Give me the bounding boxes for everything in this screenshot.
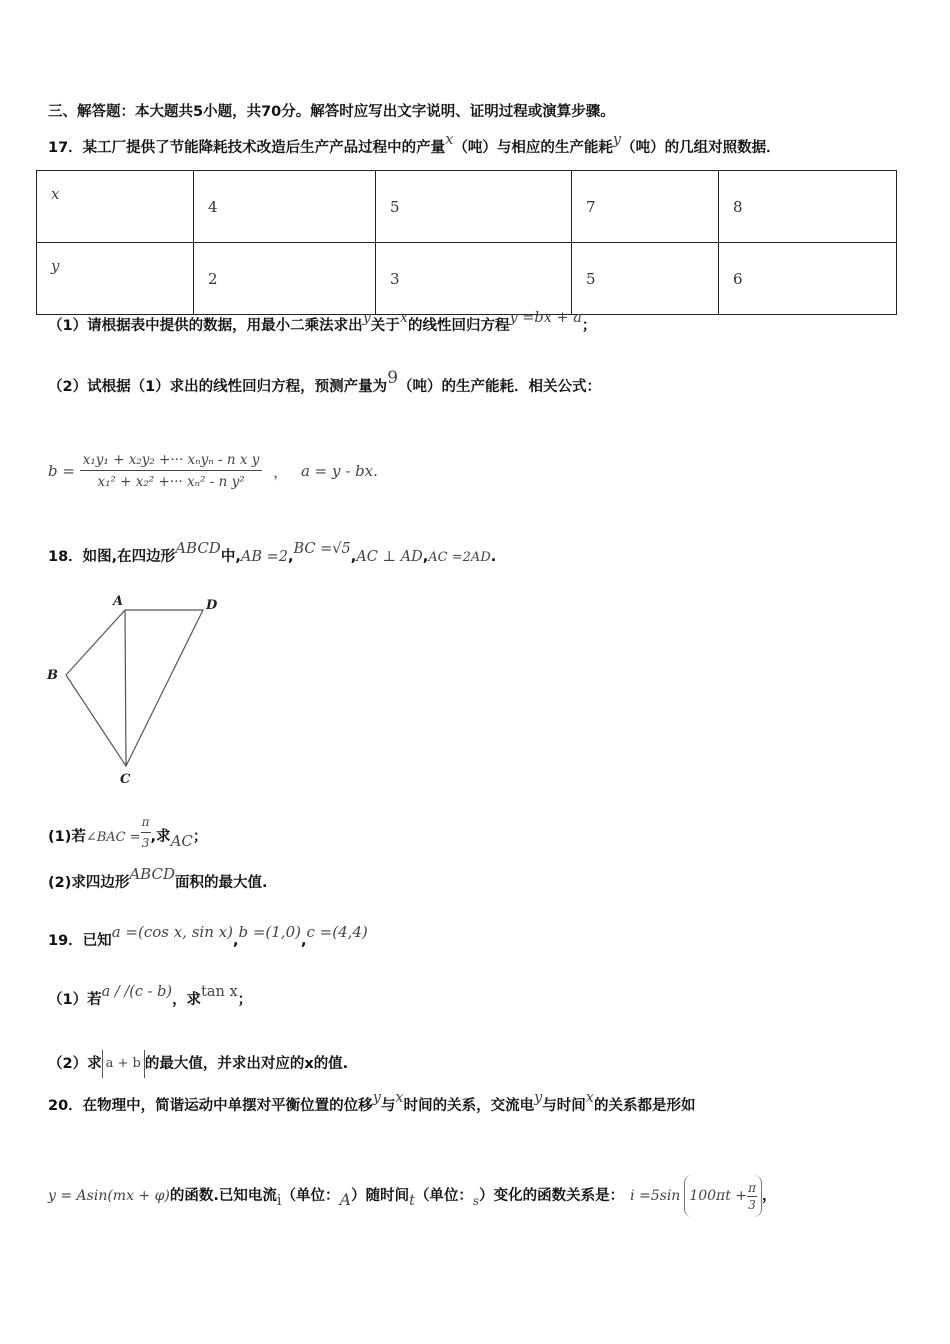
q20-unit-s: s [472, 1194, 480, 1208]
section-heading: 三、解答题：本大题共5小题，共70分。解答时应写出文字说明、证明过程或演算步骤。 [48, 104, 615, 120]
q17-formula [48, 452, 378, 490]
q19-tan-x: tan x [201, 984, 238, 1000]
q19-comma: , [232, 933, 239, 949]
q17-intro-b: （吨）与相应的生产能耗 [453, 140, 613, 156]
q18-p2-text: (2)求四边形 [48, 875, 130, 891]
formula-end: . [373, 462, 378, 480]
q19-intro-text: 19．已知 [48, 933, 112, 949]
label-a: A [113, 594, 124, 609]
table-cell: x [37, 171, 194, 243]
q17-p1-end: ； [581, 318, 597, 334]
q18-part2 [48, 865, 268, 893]
q20-current-eq-left: i =5sin [630, 1188, 681, 1204]
q19-p2-text2: 的最大值，并求出对应的 [144, 1056, 305, 1072]
label-b: B [47, 668, 58, 683]
q20-intro-a: 20．在物理中，简谐运动中单摆对平衡位置的位移 [48, 1098, 373, 1114]
q18-p1-end: ； [192, 829, 208, 845]
q20-intro-e: 的关系都是形如 [593, 1098, 696, 1114]
q17-p2-text2: （吨）的生产能耗．相关公式： [398, 379, 602, 395]
formula-denominator: x₁² + x₂² +··· xₙ² - n y² [97, 474, 245, 490]
q18-p1-text: (1)若 [48, 829, 86, 845]
q18-quad: ABCD [175, 539, 221, 557]
q20-general-function: y = Asin(mx + φ) [48, 1188, 170, 1204]
label-c: C [120, 772, 131, 786]
label-d: D [206, 598, 218, 613]
diagonal-ac [125, 610, 126, 766]
q18-cond-bc: BC =√5 [293, 541, 351, 557]
q19-comma: , [300, 933, 307, 949]
q20-i: i [276, 1193, 282, 1209]
q20-l2-text2: （单位： [281, 1188, 340, 1204]
table-row-x [37, 171, 897, 243]
q17-part1 [48, 310, 597, 336]
q19-vector-a: a =(cos x, sin x) [111, 923, 233, 941]
formula-a: a = y - bx [300, 462, 374, 480]
q20-line2 [48, 1172, 776, 1219]
q18-target: AC [170, 832, 193, 850]
q20-l2-end: ， [761, 1188, 777, 1204]
q18-end: . [490, 549, 497, 565]
q19-part2 [48, 1050, 348, 1078]
q20-l2-text4: （单位： [414, 1188, 473, 1204]
q18-cond-ab: AB =2 [240, 549, 288, 565]
q20-x2: x [585, 1090, 594, 1106]
table-row-y [37, 243, 897, 315]
table-cell: 5 [376, 171, 572, 243]
q18-intro-a: 18．如图,在四边形 [48, 549, 176, 565]
frac-num: π [141, 812, 151, 833]
q20-t: t [409, 1193, 415, 1209]
table-cell: 6 [719, 243, 897, 315]
q18-quadrilateral-figure [38, 586, 238, 786]
q20-x: x [395, 1090, 404, 1106]
q20-intro-c: 时间的关系，交流电 [403, 1098, 535, 1114]
q20-l2-text: 的函数.已知电流 [169, 1188, 277, 1204]
q18-cond-ac: AC =2AD [428, 550, 491, 565]
q18-intro-b: 中, [220, 549, 241, 565]
q19-p1-text2: ，求 [172, 992, 202, 1008]
q18-frac [141, 812, 151, 853]
q20-y: y [372, 1090, 381, 1106]
formula-numerator: x₁y₁ + x₂y₂ +··· xₙyₙ - n x y [80, 452, 263, 471]
q17-intro-c: （吨）的几组对照数据． [621, 140, 781, 156]
q19-p1-text: （1）若 [48, 992, 102, 1008]
q17-p2-value: 9 [387, 368, 399, 388]
q17-p1-text: （1）请根据表中提供的数据，用最小二乘法求出 [48, 318, 363, 334]
q18-comma: , [287, 549, 294, 565]
q19-p2-x: x [304, 1056, 314, 1072]
q18-comma: , [422, 549, 429, 565]
q17-regression-equation: y =bx + a [509, 310, 582, 326]
table-cell: y [37, 243, 194, 315]
table-cell: 4 [194, 171, 376, 243]
q17-p1-text3: 的线性回归方程 [407, 318, 510, 334]
table-cell: 3 [376, 243, 572, 315]
q17-intro-a: 17．某工厂提供了节能降耗技术改造后生产产品过程中的产量 [48, 140, 446, 156]
q20-intro-d: 与时间 [542, 1098, 586, 1114]
q19-p2-text: （2）求 [48, 1056, 102, 1072]
q17-data-table [36, 170, 897, 315]
q17-var-y: y [612, 132, 622, 148]
quad-outline [66, 610, 203, 766]
q19-part1 [48, 984, 253, 1010]
q20-y2: y [534, 1090, 543, 1106]
formula-fraction [80, 452, 263, 490]
q20-l2-text3: ）随时间 [351, 1188, 410, 1204]
q19-p1-end: ； [237, 992, 253, 1008]
q18-p1-text2: ,求 [150, 829, 171, 845]
q20-l2-text5: ）变化的函数关系是： [479, 1188, 625, 1204]
q19-vector-b: b =(1,0) [238, 923, 301, 941]
q17-p1-y: y [362, 310, 371, 326]
q18-cond-perp: AC ⊥ AD [356, 549, 423, 565]
q20-current-eq-inner: 100πt + [689, 1188, 748, 1204]
q20-intro [48, 1090, 696, 1116]
q17-var-x: x [445, 132, 454, 148]
q19-vector-c: c =(4,4) [306, 923, 368, 941]
q20-unit-a: A [339, 1190, 352, 1209]
q20-frac [747, 1180, 757, 1213]
frac-den: 3 [748, 1197, 756, 1212]
q18-p2-quad: ABCD [129, 865, 175, 883]
table-cell: 8 [719, 171, 897, 243]
q18-part1 [48, 812, 207, 853]
q18-angle: ∠BAC = [85, 830, 141, 845]
q19-parallel-condition: a / /(c - b) [101, 984, 173, 1000]
formula-separator: ， [273, 462, 289, 481]
q20-intro-b: 与 [380, 1098, 396, 1114]
q17-p1-text2: 关于 [370, 318, 400, 334]
q19-p2-text3: 的值. [313, 1056, 349, 1072]
q18-comma: , [350, 549, 357, 565]
q19-abs-sum: a + b [102, 1050, 145, 1078]
table-cell: 7 [572, 171, 719, 243]
q18-p2-text2: 面积的最大值. [174, 875, 268, 891]
q18-intro [48, 539, 497, 568]
q19-intro [48, 923, 368, 951]
table-cell: 5 [572, 243, 719, 315]
frac-num: π [748, 1180, 756, 1195]
q17-p2-text: （2）试根据（1）求出的线性回归方程，预测产量为 [48, 379, 388, 395]
q17-part2 [48, 368, 602, 397]
table-cell: 2 [194, 243, 376, 315]
q20-current-eq-paren [684, 1175, 762, 1217]
frac-den: 3 [141, 836, 150, 850]
q17-intro [48, 132, 781, 158]
formula-b-label: b = [48, 462, 75, 480]
q17-p1-x: x [399, 310, 408, 326]
